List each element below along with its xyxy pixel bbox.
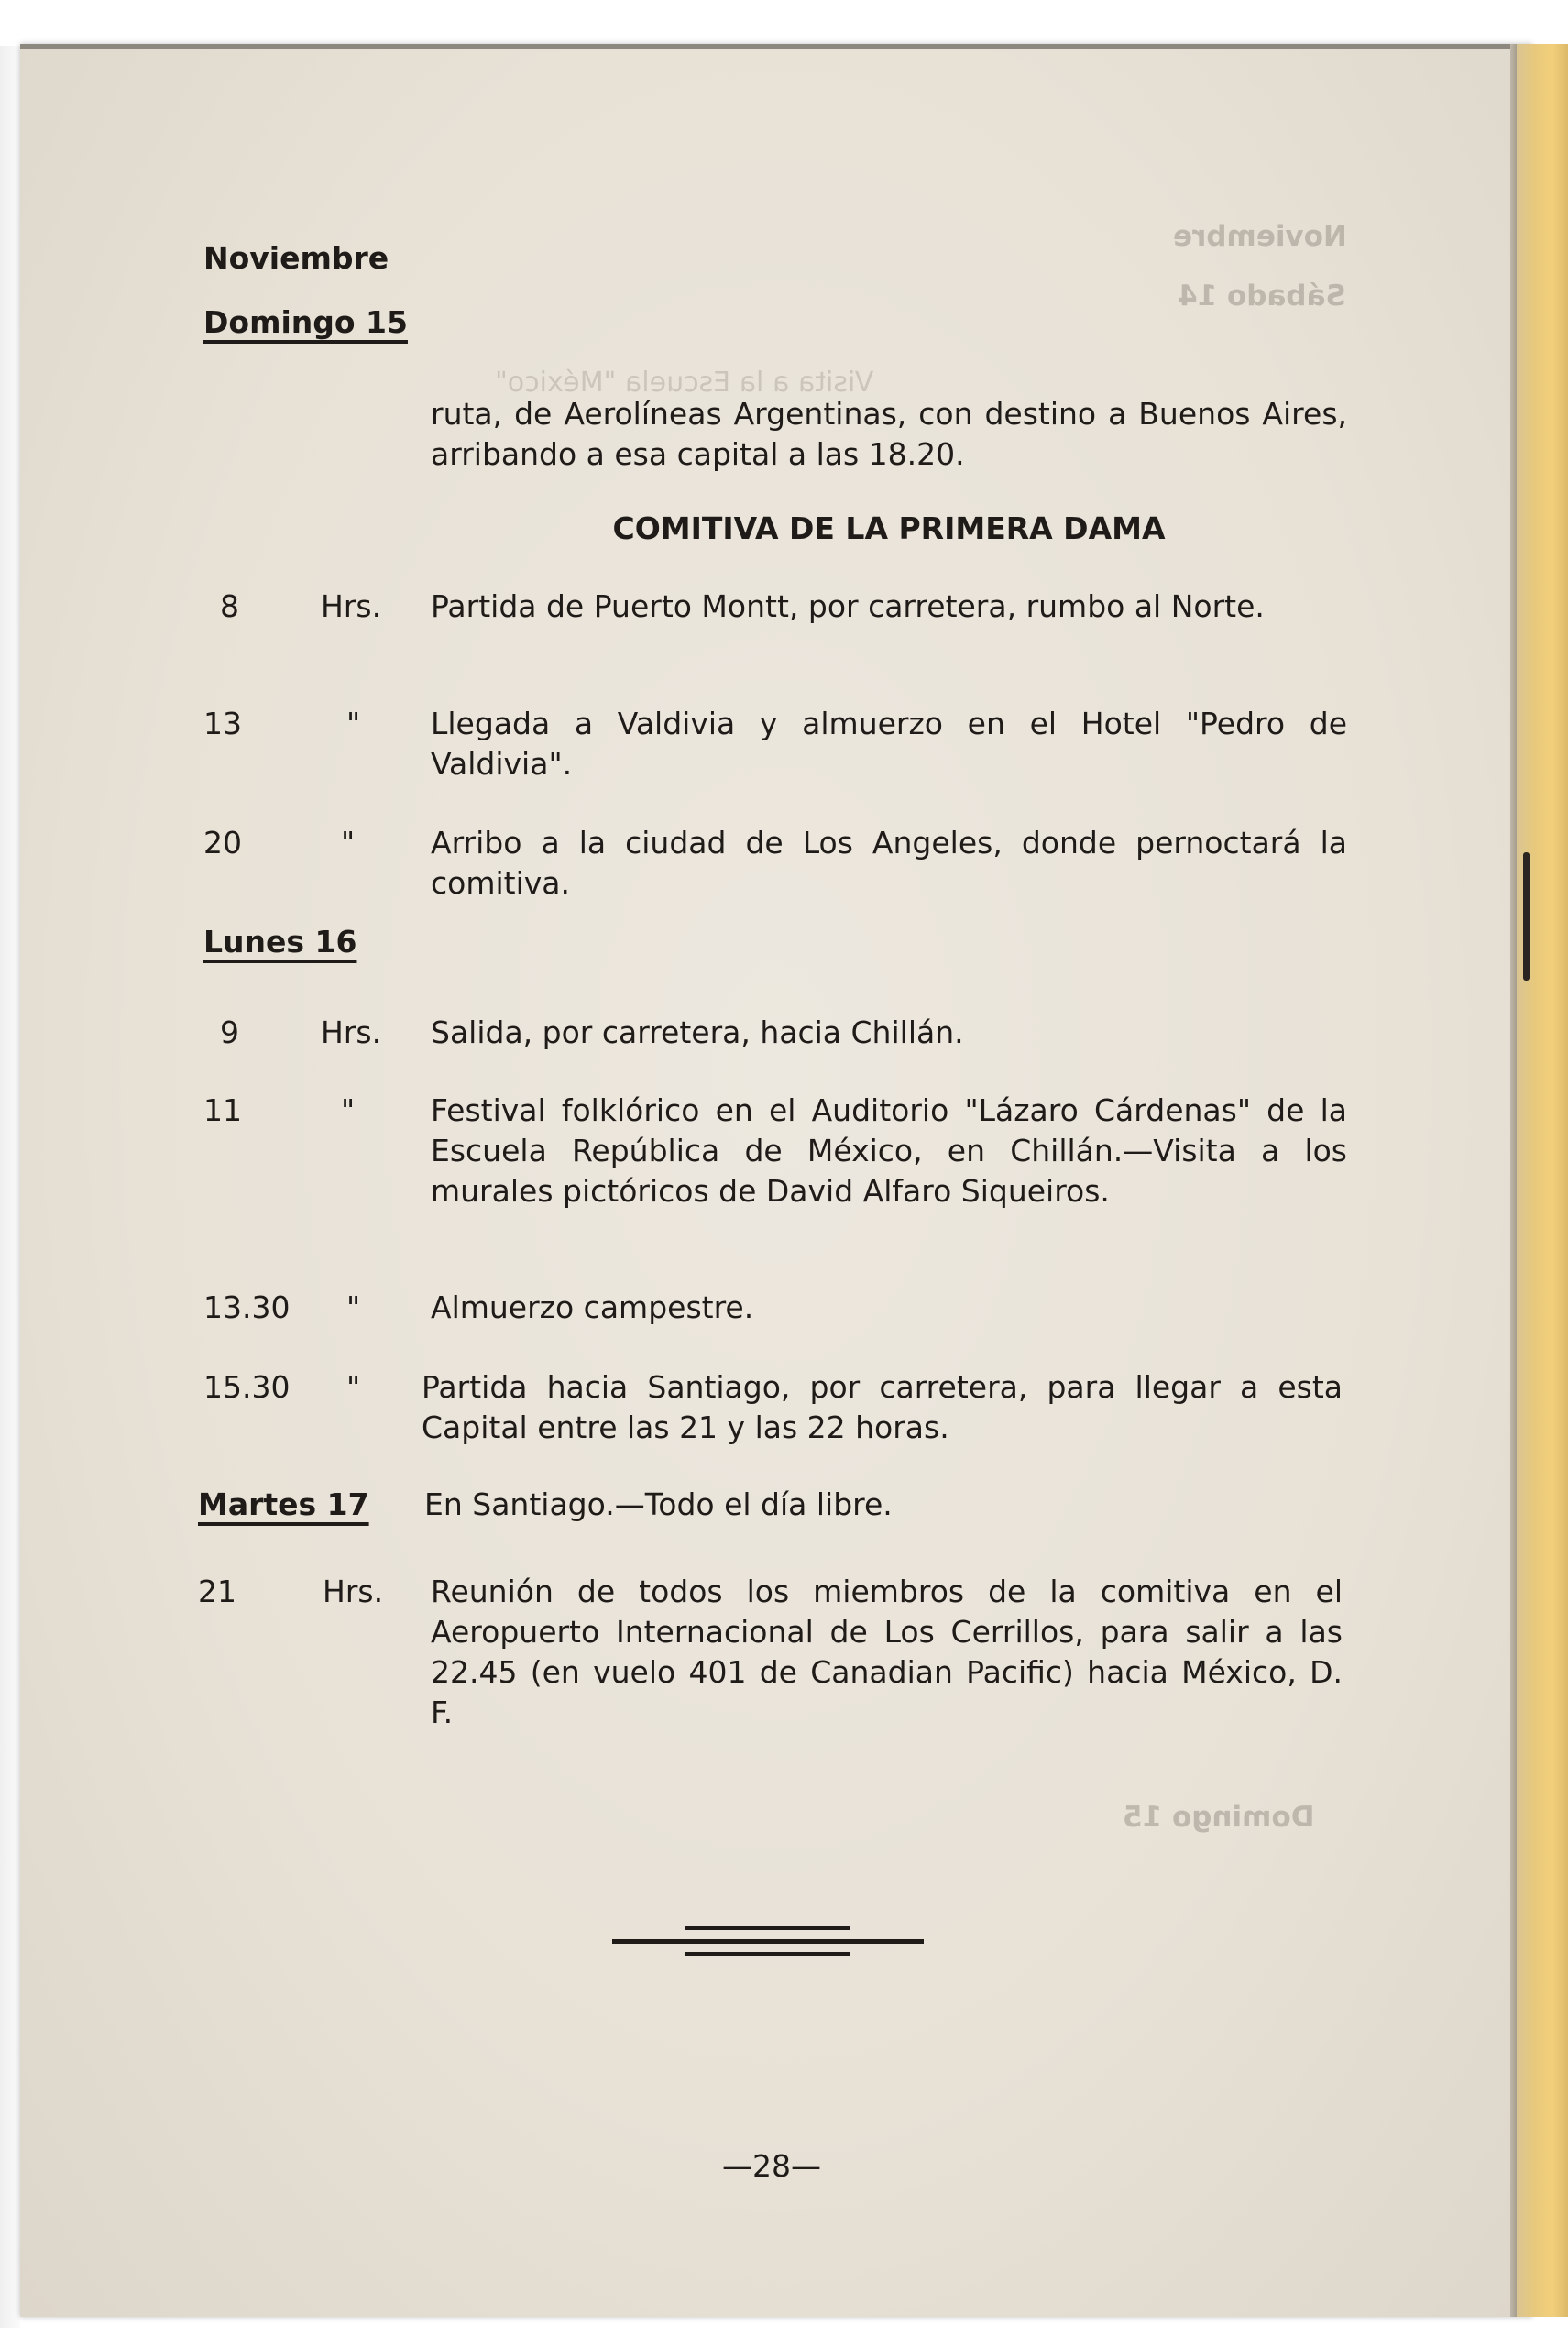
entry-time: 13 — [203, 706, 242, 741]
entry-unit: " — [346, 1289, 361, 1325]
entry-time: 20 — [203, 825, 242, 861]
end-rule-short — [685, 1952, 850, 1956]
entry-unit: Hrs. — [321, 588, 382, 624]
entry-time: 8 — [220, 588, 239, 624]
entry-unit: " — [341, 825, 356, 861]
month-heading: Noviembre — [203, 240, 389, 276]
entry-text: Partida hacia Santiago, por carretera, para llegar a esta Capital entre las 21 y las 22 horas. — [422, 1369, 1343, 1445]
entry-text: Salida, por carretera, hacia Chillán. — [431, 1014, 964, 1050]
entry-text: Almuerzo campestre. — [431, 1289, 754, 1325]
entry-unit: " — [341, 1092, 356, 1128]
bleed-month: Noviembre — [1173, 220, 1347, 253]
entry-time: 21 — [198, 1574, 236, 1609]
section-heading: COMITIVA DE LA PRIMERA DAMA — [612, 510, 1166, 546]
intro-paragraph: ruta, de Aerolíneas Argentinas, con destino a Buenos Aires, arribando a esa capital a las 18.20. — [431, 396, 1347, 472]
entry-time: 9 — [220, 1014, 239, 1050]
page-top-edge — [20, 44, 1532, 49]
bleed-day: Sábado 14 — [1178, 280, 1346, 313]
bleed-line: Visita a la Escuela "México" — [495, 367, 874, 399]
entry-text: Reunión de todos los miembros de la comitiva en el Aeropuerto Internacional de Los Cerrillos, para salir a las 22.45 (en vuelo 401 de Canadian Pacific) hacia México, D. F. — [431, 1574, 1343, 1730]
day-heading-monday: Lunes 16 — [203, 924, 357, 960]
entry-unit: " — [346, 1369, 361, 1405]
page-number: —28— — [722, 2148, 821, 2184]
day-heading-sunday: Domingo 15 — [203, 304, 408, 340]
entry-unit: " — [346, 706, 361, 741]
entry-unit: Hrs. — [323, 1574, 384, 1609]
day-heading-tuesday: Martes 17 — [198, 1486, 369, 1522]
entry-text: Festival folklórico en el Auditorio "Lázaro Cárdenas" de la Escuela República de México, en Chillán.—Visita a los murales pictóricos de David Alfaro Siqueiros. — [431, 1092, 1347, 1209]
paper-edge — [0, 46, 20, 2328]
end-rule-short — [685, 1926, 850, 1930]
book-spine — [1517, 44, 1568, 2317]
entry-text: Llegada a Valdivia y almuerzo en el Hotel "Pedro de Valdivia". — [431, 706, 1347, 782]
tuesday-text: En Santiago.—Todo el día libre. — [424, 1486, 893, 1522]
entry-time: 13.30 — [203, 1289, 291, 1325]
entry-time: 15.30 — [203, 1369, 291, 1405]
entry-unit: Hrs. — [321, 1014, 382, 1050]
bleed-date: Domingo 15 — [1123, 1801, 1315, 1834]
end-rule — [612, 1939, 924, 1944]
entry-time: 11 — [203, 1092, 242, 1128]
binding-mark — [1523, 852, 1530, 981]
entry-text: Arribo a la ciudad de Los Angeles, donde pernoctará la comitiva. — [431, 825, 1347, 901]
entry-text: Partida de Puerto Montt, por carretera, rumbo al Norte. — [431, 588, 1265, 624]
